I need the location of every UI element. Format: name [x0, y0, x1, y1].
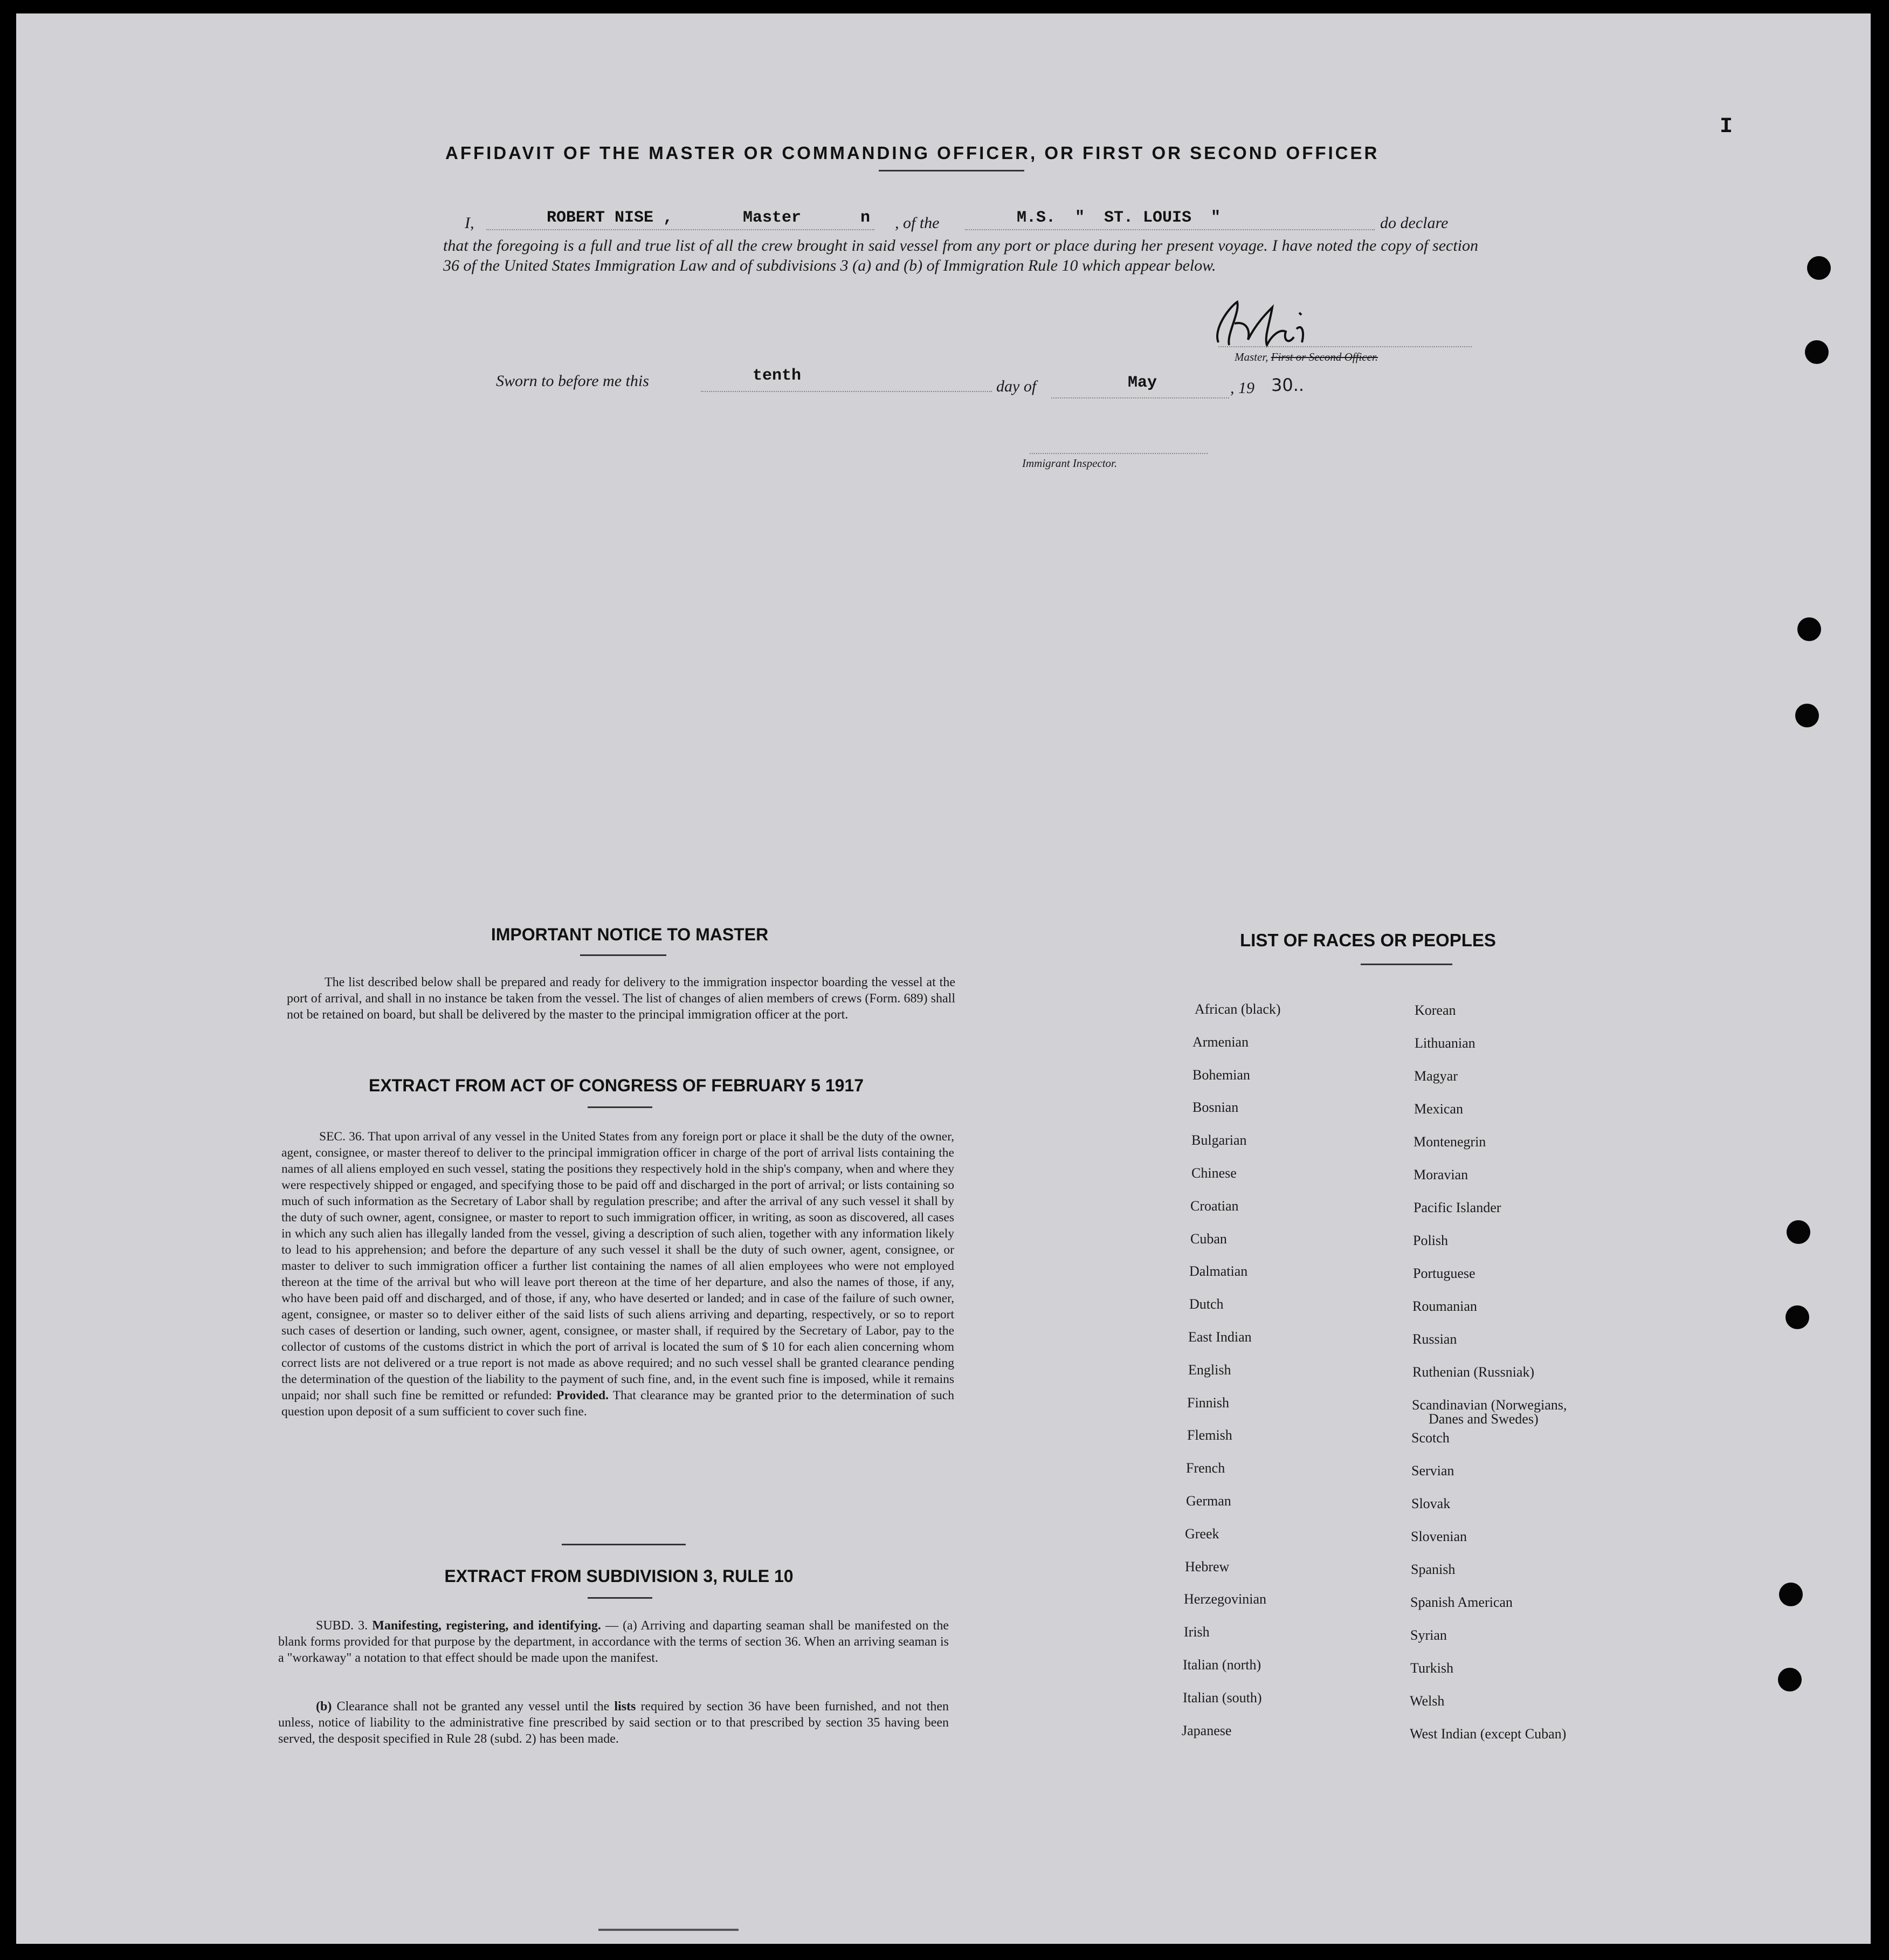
rank-suffix: n	[860, 209, 871, 227]
race-item: Dutch	[1189, 1296, 1224, 1312]
race-item: East Indian	[1188, 1329, 1252, 1345]
race-item: Polish	[1413, 1233, 1449, 1248]
race-item: Servian	[1411, 1463, 1454, 1478]
race-item: African (black)	[1195, 1001, 1281, 1017]
vessel-name: M.S. " ST. LOUIS "	[1017, 209, 1221, 227]
master-name: ROBERT NISE ,	[547, 209, 673, 227]
race-item: French	[1186, 1460, 1225, 1476]
race-item: Spanish American	[1410, 1594, 1513, 1610]
notice-title: IMPORTANT NOTICE TO MASTER	[491, 925, 769, 944]
subd-prefix: SUBD. 3.	[316, 1619, 368, 1633]
act-text-end: That clearance may be granted prior to the determination of such question upon deposit of a sum sufficient to cover such fine.	[281, 1388, 954, 1419]
document-page	[16, 13, 1871, 1944]
race-item: Flemish	[1187, 1427, 1232, 1443]
subd-bold: Manifesting, registering, and identifying.	[372, 1619, 601, 1633]
affidavit-body: that the foregoing is a full and true list of all the crew brought in said vessel from any port or place during her present voyage. I have noted the copy of section 36 of the United States Immigration Law and of subdivisions 3 (a) and (b) of Immigration Rule 10 which appear below.	[443, 237, 1478, 274]
race-item: German	[1186, 1493, 1231, 1509]
race-item: Bulgarian	[1191, 1132, 1247, 1148]
races-title: LIST OF RACES OR PEOPLES	[1240, 930, 1496, 950]
affidavit-title: AFFIDAVIT OF THE MASTER OR COMMANDING OFFICER, OR FIRST OR SECOND OFFICER	[445, 143, 1380, 163]
act-body	[281, 1129, 954, 1420]
sworn-day: tenth	[753, 367, 802, 385]
race-item: Danes and Swedes)	[1429, 1411, 1539, 1427]
race-item: Slovenian	[1411, 1529, 1467, 1544]
punch-hole	[1797, 617, 1821, 641]
race-item: Japanese	[1182, 1723, 1232, 1738]
notice-body: The list described below shall be prepared and ready for delivery to the immigration inspector boarding the vessel at the port of arrival, and shall in no instance be taken from the vessel. The list of changes of alien members of crews (Form. 689) shall not be retained on board, but shall be delivered by the master to the principal immigration officer at the port.	[287, 975, 955, 1022]
race-item: Scotch	[1411, 1430, 1450, 1446]
do-declare-label: do declare	[1380, 214, 1449, 232]
race-item: Italian (south)	[1183, 1690, 1262, 1705]
race-item: Irish	[1184, 1624, 1210, 1640]
race-item: Pacific Islander	[1414, 1200, 1501, 1215]
race-item: Magyar	[1414, 1068, 1458, 1084]
subd-b-label: (b)	[316, 1700, 332, 1714]
race-item: Montenegrin	[1414, 1134, 1486, 1150]
race-item: Spanish	[1411, 1562, 1456, 1577]
subd-b-body-1: Clearance shall not be granted any vessel until the	[336, 1700, 610, 1714]
subd-a-body: — (a) Arriving and daparting seaman shall be manifested on the blank forms provided for that purpose by the department, in accordance with the terms of section 36. When an arriving seaman is a "workaway" a notation to that effect should be made upon the manifest.	[278, 1619, 949, 1665]
race-item: Ruthenian (Russniak)	[1412, 1364, 1535, 1380]
inspector-caption: Immigrant Inspector.	[1022, 457, 1118, 470]
race-item: English	[1188, 1362, 1231, 1378]
master-signature	[1197, 291, 1321, 359]
of-the-label: , of the	[895, 214, 940, 232]
punch-hole	[1779, 1583, 1803, 1606]
race-item: Bohemian	[1192, 1067, 1250, 1083]
race-item: Greek	[1185, 1526, 1219, 1542]
race-item: West Indian (except Cuban)	[1410, 1726, 1567, 1742]
race-item: Lithuanian	[1415, 1035, 1476, 1051]
race-item: Scandinavian (Norwegians,	[1412, 1397, 1567, 1413]
race-item: Welsh	[1410, 1693, 1445, 1709]
title-rule	[879, 170, 1024, 171]
rank-value: Master	[743, 209, 802, 227]
race-item: Portuguese	[1413, 1266, 1476, 1281]
race-item: Chinese	[1191, 1165, 1237, 1181]
race-item: Bosnian	[1192, 1099, 1239, 1115]
sworn-month: May	[1128, 374, 1157, 392]
punch-hole	[1785, 1305, 1809, 1329]
act-provided: Provided.	[556, 1388, 609, 1402]
race-item: Turkish	[1410, 1660, 1453, 1676]
race-item: Moravian	[1414, 1167, 1469, 1182]
day-of-label: day of	[996, 377, 1037, 395]
race-item: Hebrew	[1185, 1559, 1230, 1574]
punch-hole	[1807, 256, 1831, 280]
subd-b-body-2: required by section 36 have been furnished, and not then unless, notice of liability to the administrative fine prescribed by said section or to that prescribed by section 35 having been served, the desposit specified in Rule 28 (subd. 2) has been made.	[278, 1700, 949, 1746]
sworn-label: Sworn to before me this	[496, 372, 649, 390]
year-suffix: 30..	[1271, 375, 1305, 395]
subd-b-bold: lists	[614, 1700, 636, 1714]
race-item: Slovak	[1411, 1496, 1451, 1511]
race-item: Roumanian	[1412, 1298, 1477, 1314]
race-item: Armenian	[1192, 1034, 1249, 1050]
race-item: Korean	[1415, 1002, 1456, 1018]
race-item: Russian	[1412, 1331, 1457, 1347]
race-item: Mexican	[1414, 1101, 1463, 1117]
race-item: Croatian	[1190, 1198, 1239, 1214]
subdivision-b	[278, 1698, 949, 1747]
punch-hole	[1795, 704, 1819, 727]
crease	[598, 1929, 739, 1931]
race-item: Syrian	[1410, 1627, 1447, 1643]
act-text: SEC. 36. That upon arrival of any vessel in the United States from any foreign port or place it shall be the duty of the owner, agent, consignee, or master thereof to deliver to the principal immigration officer in charge of the port of arrival lists containing the names of all aliens employed en such vessel, stating the positions they respectively hold in the ship's company, when and where they were respectively shipped or engaged, and specifying those to be paid off and discharged in the port of arrival; or lists containing so much of such information as the Secretary of Labor shall by regulation prescribe; and after the arrival of any such vessel it shall by the duty of such owner, agent, consignee, or master to report to such immigration officer, in writing, as soon as discovered, all cases in which any such alien has illegally landed from the vessel, giving a description of such alien, together with any information likely to lead to his apprehension; and before the departure of any such vessel it shall be the duty of such owner, agent, consignee, or master to deliver to such immigration officer a further list containing the names of all alien employees who were not employed thereon at the time of the arrival but who will leave port thereon at the time of her departure, and also the names of those, if any, who have been paid off and discharged, and of those, if any, who have deserted or landed; and in case of the failure of such owner, agent, consignee, or master so to deliver either of the said lists of such aliens arriving and departing, respectively, or so to report such cases of desertion or landing, such owner, agent, consignee, or master shall, if required by the Secretary of Labor, pay to the collector of customs of the customs district in which the port of arrival is located the sum of $ 10 for each alien concerning whom correct lists are not delivered or a true report is not made as above required; and no such vessel shall be granted clearance pending the determination of the question of the liability to the payment of such fine, and, in the event such fine is imposed, while it remains unpaid; nor shall such fine be remitted or refunded:	[281, 1130, 954, 1402]
subdivision-title: EXTRACT FROM SUBDIVISION 3, RULE 10	[444, 1566, 794, 1586]
race-item: Italian (north)	[1183, 1657, 1261, 1673]
year-prefix: , 19	[1230, 379, 1254, 397]
race-item: Dalmatian	[1189, 1263, 1248, 1279]
punch-hole	[1805, 340, 1829, 364]
race-item: Finnish	[1187, 1395, 1230, 1411]
race-item: Herzegovinian	[1184, 1591, 1267, 1607]
subdivision-a	[278, 1618, 949, 1666]
race-item: Cuban	[1190, 1231, 1227, 1247]
punch-hole	[1787, 1220, 1810, 1244]
act-title: EXTRACT FROM ACT OF CONGRESS OF FEBRUARY 5 1917	[368, 1076, 864, 1095]
i-label: I,	[465, 214, 474, 232]
page-mark: I	[1720, 115, 1733, 139]
punch-hole	[1778, 1668, 1802, 1691]
signature-caption: Master, First or Second Officer.	[1235, 350, 1378, 363]
